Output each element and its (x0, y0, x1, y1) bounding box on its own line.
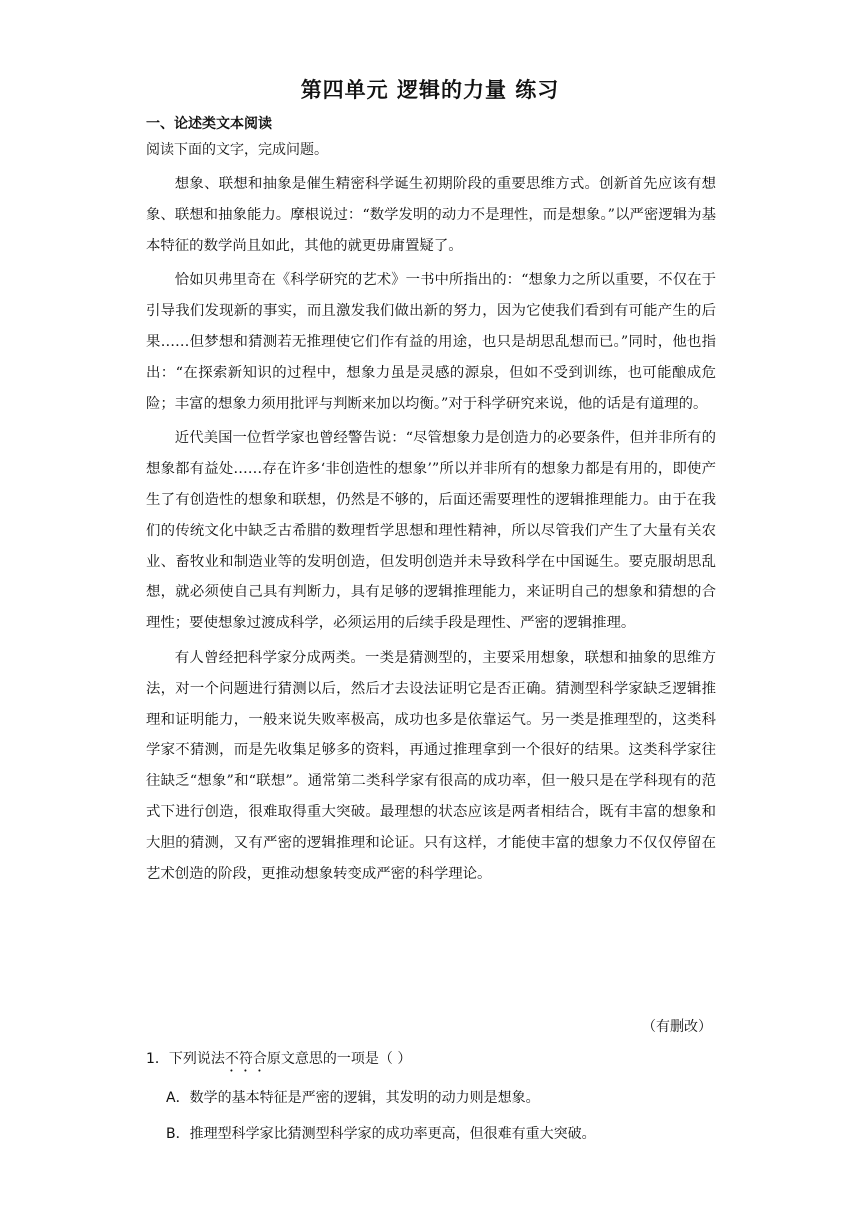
reading-instruction: 阅读下面的文字，完成问题。 (146, 142, 328, 158)
page-title: 第四单元 逻辑的力量 练习 (300, 78, 560, 102)
passage-paragraph: 有人曾经把科学家分成两类。一类是猜测型的，主要采用想象，联想和抽象的思维方法，对一个问题进行猜测以后，然后才去设法证明它是否正确。猜测型科学家缺乏逻辑推理和证明能力，一般来说失败率极高，成功也多是依靠运气。另一类是推理型的，这类科学家不猜测，而是先收集足够多的资料，再通过推理拿到一个很好的结果。这类科学家往往缺乏“想象”和“联想”。通常第二类科学家有很高的成功率，但一般只是在学科现有的范式下进行创造，很难取得重大突破。最理想的状态应该是两者相结合，既有丰富的想象和大胆的猜测，又有严密的逻辑推理和论证。只有这样，才能使丰富的想象力不仅仅停留在艺术创造的阶段，更推动想象转变成严密的科学理论。 (146, 649, 716, 882)
passage-paragraph: 恰如贝弗里奇在《科学研究的艺术》一书中所指出的：“想象力之所以重要，不仅在于引导我们发现新的事实，而且激发我们做出新的努力，因为它使我们看到有可能产生的后果……但梦想和猜测若无推理使它们作有益的用途，也只是胡思乱想而已。”同时，他也指出：“在探索新知识的过程中，想象力虽是灵感的源泉，但如不受到训练，也可能酿成危险；丰富的想象力须用批评与判断来加以均衡。”对于科学研究来说，他的话是有道理的。 (146, 272, 716, 412)
source-note: （有删改） (642, 1019, 712, 1035)
question-emphasis: 不符合 (224, 1051, 267, 1067)
question-suffix: 原文意思的一项是（ ） (266, 1051, 412, 1067)
question-1 (146, 1048, 411, 1075)
option-a: A．数学的基本特征是严密的逻辑，其发明的动力则是想象。 (166, 1090, 540, 1106)
option-b: B．推理型科学家比猜测型科学家的成功率更高，但很难有重大突破。 (166, 1126, 596, 1142)
question-prefix: 1．下列说法 (146, 1051, 225, 1067)
passage-paragraph: 近代美国一位哲学家也曾经警告说：“尽管想象力是创造力的必要条件，但并非所有的想象都有益处……存在许多‘非创造性的想象’”所以并非所有的想象力都是有用的，即使产生了有创造性的想象和联想，仍然是不够的，后面还需要理性的逻辑推理能力。由于在我们的传统文化中缺乏古希腊的数理哲学思想和理性精神，所以尽管我们产生了大量有关农业、畜牧业和制造业等的发明创造，但发明创造并未导致科学在中国诞生。要克服胡思乱想，就必须使自己具有判断力，具有足够的逻辑推理能力，来证明自己的想象和猜想的合理性；要使想象过渡成科学，必须运用的后续手段是理性、严密的逻辑推理。 (146, 430, 716, 632)
reading-passage (146, 169, 716, 893)
section-heading: 一、论述类文本阅读 (146, 116, 272, 132)
passage-paragraph: 想象、联想和抽象是催生精密科学诞生初期阶段的重要思维方式。创新首先应该有想象、联想和抽象能力。摩根说过：“数学发明的动力不是理性，而是想象。”以严密逻辑为基本特征的数学尚且如此，其他的就更毋庸置疑了。 (146, 176, 716, 254)
